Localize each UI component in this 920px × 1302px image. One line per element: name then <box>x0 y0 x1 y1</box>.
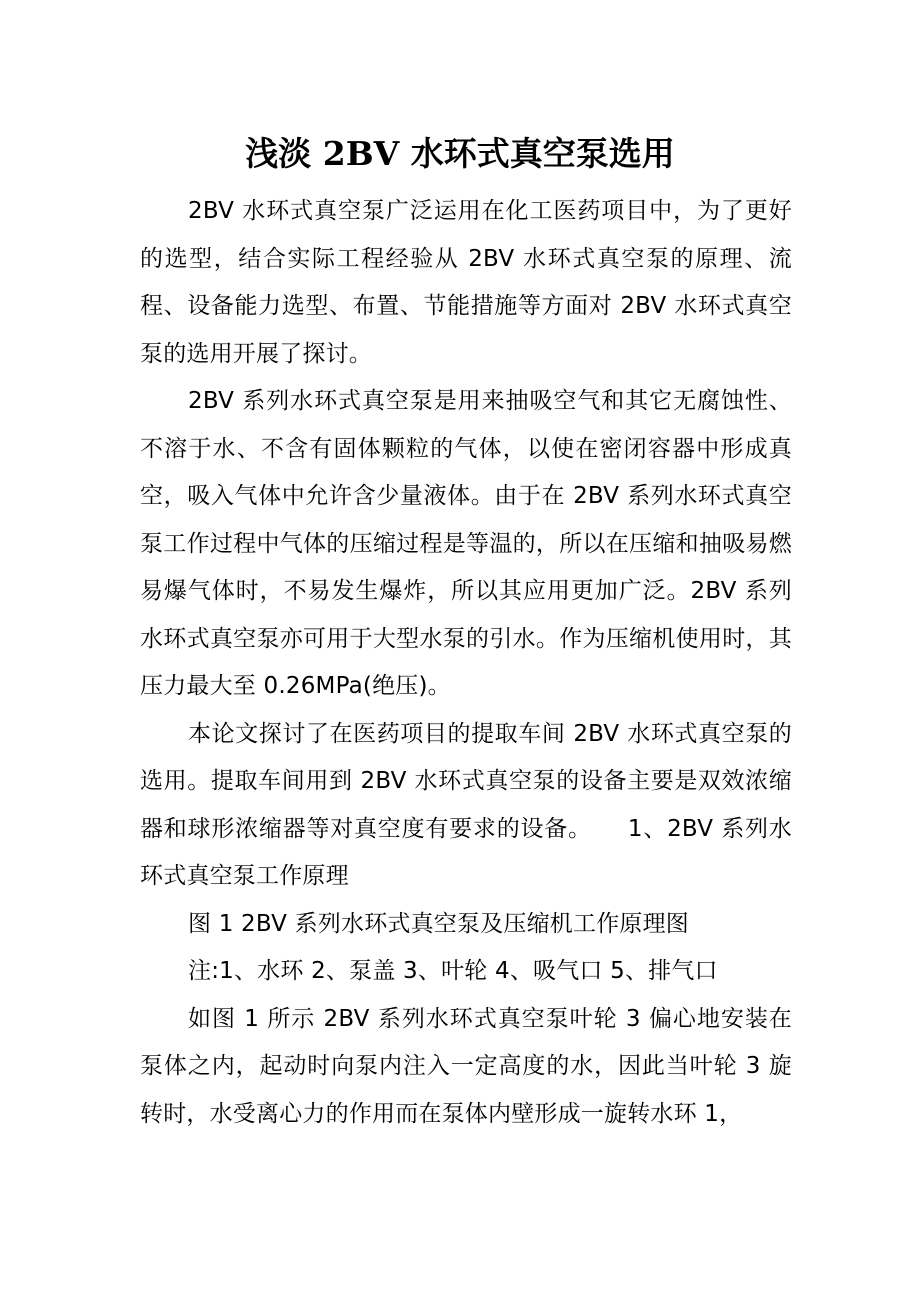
document-title: 浅淡 2BV 水环式真空泵选用 <box>245 134 675 173</box>
document-body <box>140 188 792 1138</box>
paragraph-description: 2BV 系列水环式真空泵是用来抽吸空气和其它无腐蚀性、不溶于水、不含有固体颗粒的气体，以使在密闭容器中形成真空，吸入气体中允许含少量液体。由于在 2BV 系列水环式真空泵工作过程中气体的压缩过程是等温的，所以在压缩和抽吸易燃易爆气体时，不易发生爆炸，所以其应用更加广泛。2BV 系列水环式真空泵亦可用于大型水泵的引水。作为压缩机使用时，其压力最大至 0.26MPa(绝压)。 <box>140 388 792 699</box>
figure-note: 注:1、水环 2、泵盖 3、叶轮 4、吸气口 5、排气口 <box>188 958 718 984</box>
paragraph-scope: 本论文探讨了在医药项目的提取车间 2BV 水环式真空泵的选用。提取车间用到 2BV 水环式真空泵的设备主要是双效浓缩器和球形浓缩器等对真空度有要求的设备。 1、2BV 系列水环式真空泵工作原理 <box>140 720 792 889</box>
paragraph-principle: 如图 1 所示 2BV 系列水环式真空泵叶轮 3 偏心地安装在泵体之内，起动时向泵内注入一定高度的水，因此当叶轮 3 旋转时，水受离心力的作用而在泵体内壁形成一旋转水环 1， <box>140 1005 792 1127</box>
paragraph-intro: 2BV 水环式真空泵广泛运用在化工医药项目中，为了更好的选型，结合实际工程经验从 2BV 水环式真空泵的原理、流程、设备能力选型、布置、节能措施等方面对 2BV 水环式真空泵的选用开展了探讨。 <box>140 198 792 367</box>
figure-caption: 图 1 2BV 系列水环式真空泵及压缩机工作原理图 <box>188 910 690 937</box>
